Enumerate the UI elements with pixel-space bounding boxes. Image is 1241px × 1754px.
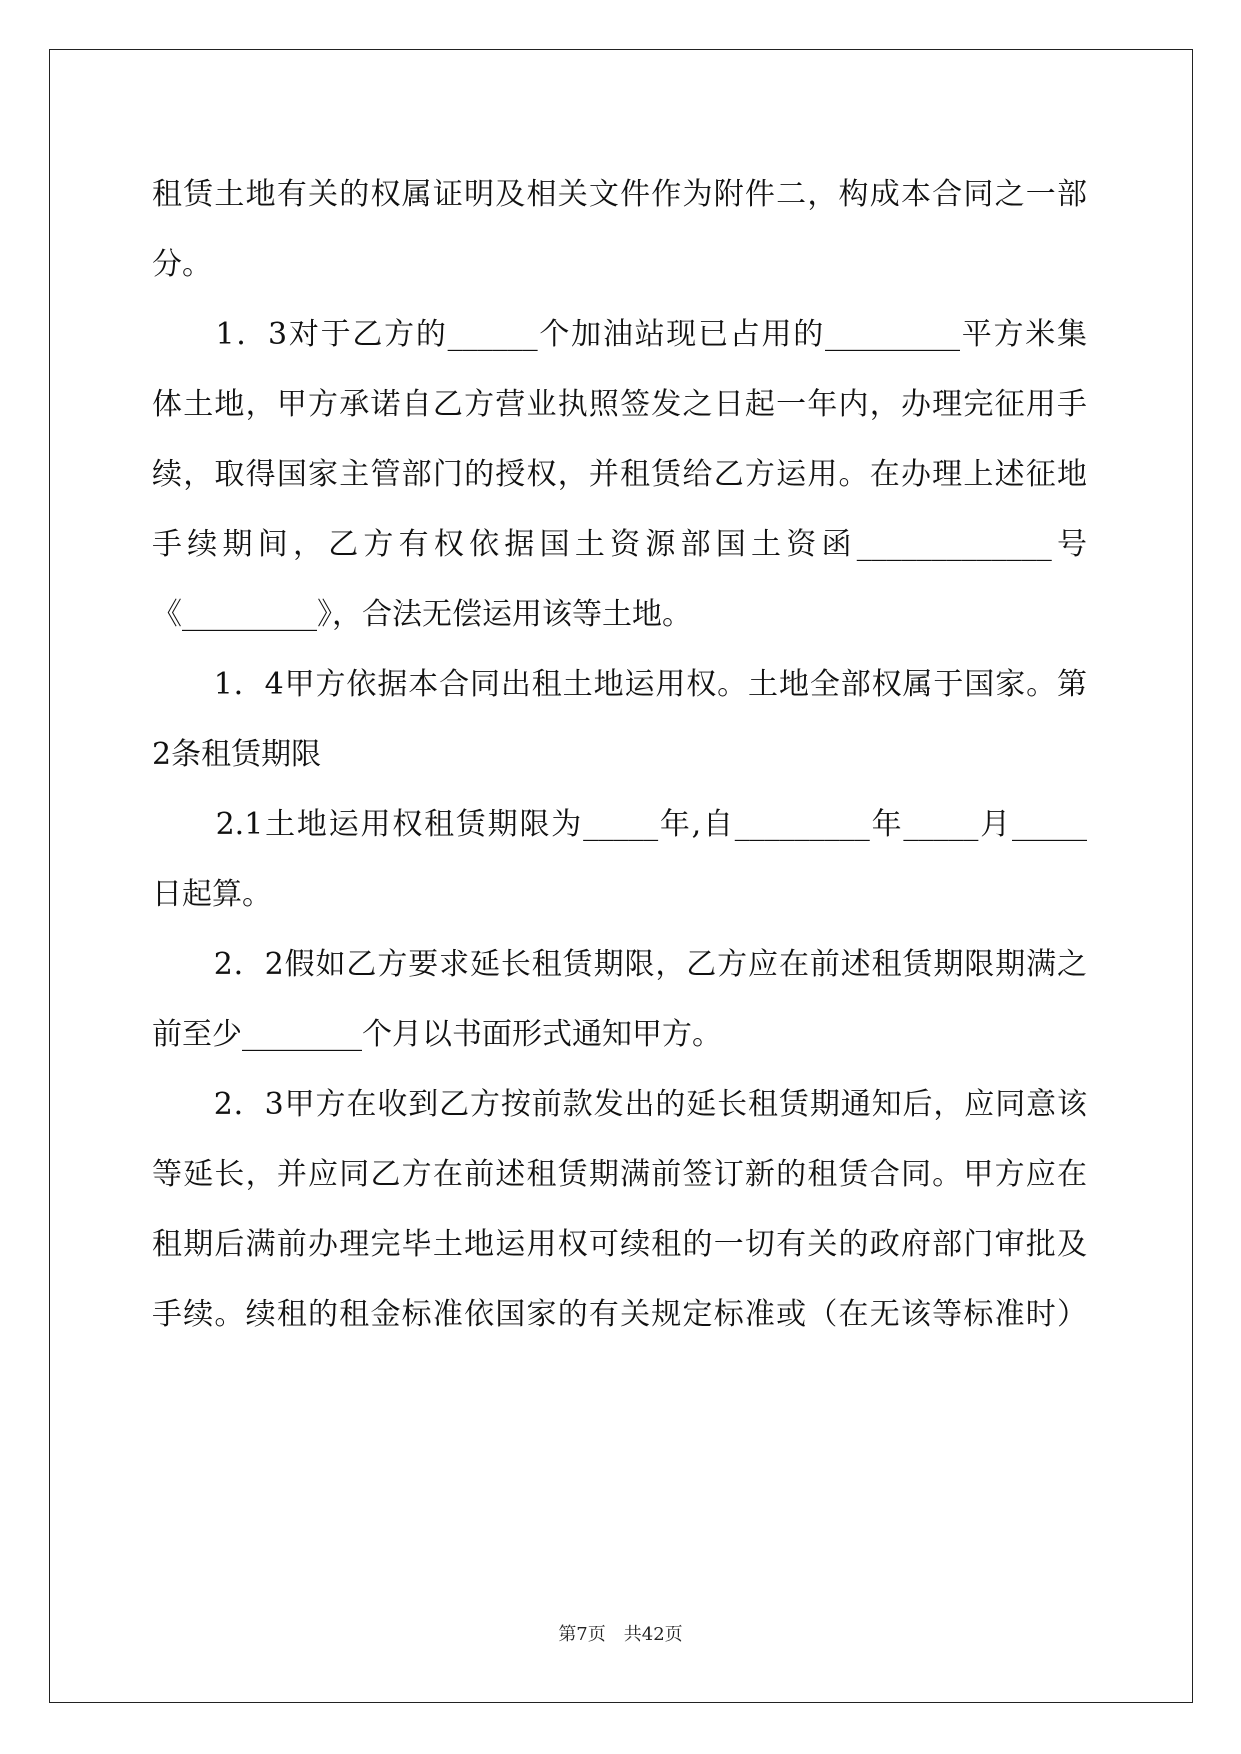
text-line: 等延长，并应同乙方在前述租赁期满前签订新的租赁合同。甲方应在 (152, 1157, 1087, 1192)
text-line: 租赁土地有关的权属证明及相关文件作为附件二，构成本合同之一部 (152, 177, 1087, 212)
text-line: 2．3甲方在收到乙方按前款发出的延长租赁期通知后，应同意该 (152, 1087, 1087, 1122)
text-line: 日起算。 (152, 877, 272, 912)
text-line: 2.1土地运用权租赁期限为_____年,自_________年_____月_____ (152, 807, 1087, 842)
text-line: 1．4甲方依据本合同出租土地运用权。土地全部权属于国家。第 (152, 667, 1087, 702)
text-line: 体土地，甲方承诺自乙方营业执照签发之日起一年内，办理完征用手 (152, 387, 1087, 422)
document-body (152, 160, 1087, 1350)
text-line: 手续。续租的租金标准依国家的有关规定标准或（在无该等标准时） (152, 1297, 1087, 1332)
text-line: 手续期间，乙方有权依据国土资源部国土资函_____________号 (152, 527, 1087, 562)
text-line: 租期后满前办理完毕土地运用权可续租的一切有关的政府部门审批及 (152, 1227, 1087, 1262)
text-line: 前至少________个月以书面形式通知甲方。 (152, 1017, 722, 1052)
page-footer: 第7页 共42页 (558, 1624, 683, 1645)
text-line: 2条租赁期限 (152, 737, 322, 772)
text-line: 续，取得国家主管部门的授权，并租赁给乙方运用。在办理上述征地 (152, 457, 1087, 492)
text-line: 2．2假如乙方要求延长租赁期限，乙方应在前述租赁期限期满之 (152, 947, 1087, 982)
text-line: 分。 (152, 247, 212, 282)
text-line: 1．3对于乙方的______个加油站现已占用的_________平方米集 (152, 317, 1087, 352)
text-line: 《_________》，合法无偿运用该等土地。 (152, 597, 692, 632)
